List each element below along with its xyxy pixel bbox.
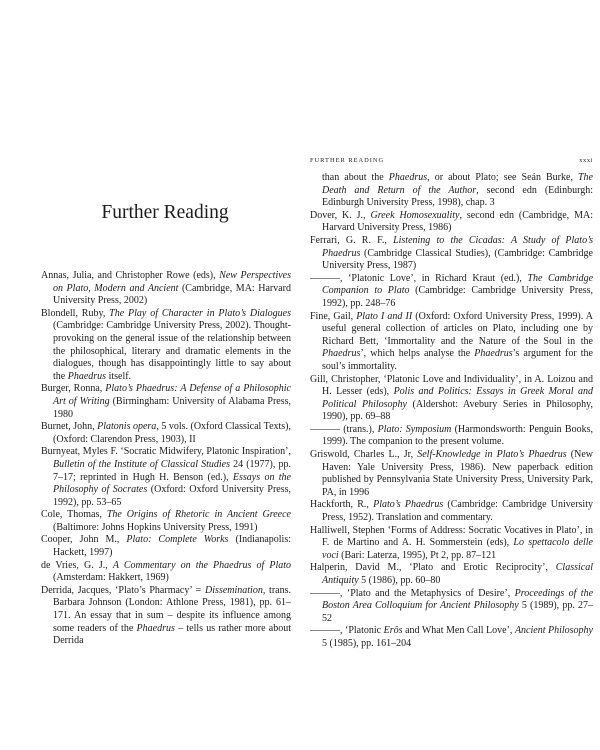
entry-text: , trans. Barbara Johnson (London: Athlone Press, 1981), pp. 61–171. An essay that in sum – despite its influence among some readers of the bbox=[53, 584, 291, 634]
entry-text: (Oxford: Oxford University Press, 1999). A useful general collection of articles on Plato, including one by Richard Bett, ‘Immortality and the Nature of the Soul in the bbox=[322, 310, 593, 347]
entry-title-italic: A Commentary on the Phaedrus of Plato bbox=[112, 559, 291, 571]
entry-title-italic: Lo spettacolo delle voci bbox=[322, 537, 593, 561]
bibliography-entry bbox=[41, 446, 291, 509]
entry-title-italic: The Cambridge Companion to Plato bbox=[322, 272, 594, 297]
entry-text: Blondell, Ruby, bbox=[41, 307, 110, 319]
bibliography-entry bbox=[41, 421, 291, 446]
entry-text: Burger, Ronna, bbox=[41, 383, 106, 395]
entry-title-italic: Plato: Symposium bbox=[377, 423, 452, 435]
bibliography-entry bbox=[41, 383, 291, 421]
bibliography-entry bbox=[41, 270, 291, 308]
entry-text: 5 (1989), pp. 27–52 bbox=[322, 600, 593, 624]
bibliography-entry bbox=[310, 210, 593, 235]
bibliography-entry bbox=[41, 560, 291, 585]
entry-text: ——— (trans.), bbox=[310, 423, 378, 435]
entry-text: (New Haven: Yale University Press, 1986). New paperback edition published by Pennsylvania State University Press, University Park, PA, in 1996 bbox=[322, 449, 593, 498]
entry-text: , or about Plato; see Seán Burke, bbox=[427, 172, 578, 183]
entry-text: Dover, K. J., bbox=[310, 209, 371, 221]
entry-text: than about the bbox=[322, 172, 389, 183]
entry-title-italic: Plato I and II bbox=[356, 310, 413, 322]
entry-title-italic: Phaedrus bbox=[388, 172, 428, 183]
bibliography-entry bbox=[41, 585, 291, 648]
entry-text: (Amsterdam: Hakkert, 1969) bbox=[53, 572, 169, 584]
running-head bbox=[310, 157, 593, 164]
entry-text: Gill, Christopher, ‘Platonic Love and Individuality’, in A. Loizou and H. Lesser (eds), bbox=[310, 373, 593, 398]
entry-text: and What Men Call Love’, bbox=[402, 625, 515, 637]
bibliography-list-left bbox=[41, 270, 291, 648]
entry-text: – tells us rather more about Derrida bbox=[53, 622, 292, 647]
entry-title-italic: The Death and Return of the Author bbox=[322, 172, 593, 196]
bibliography-entry bbox=[310, 374, 593, 424]
entry-text: , second edn (Edinburgh: Edinburgh University Press, 1998), chap. 3 bbox=[322, 184, 593, 209]
entry-text: ———, ‘Plato and the Metaphysics of Desire’, bbox=[310, 587, 515, 599]
entry-title-italic: Self-Knowledge in Plato’s Phaedrus bbox=[417, 449, 567, 461]
entry-text: , 5 vols. (Oxford Classical Texts), (Oxford: Clarendon Press, 1903), II bbox=[53, 421, 292, 445]
entry-title-italic: The Play of Character in Plato’s Dialogues bbox=[109, 307, 291, 319]
entry-text: de Vries, G. J., bbox=[41, 559, 113, 571]
entry-title-italic: Polis and Politics: Essays in Greek Moral and Political Philosophy bbox=[322, 386, 594, 410]
entry-text: Annas, Julia, and Christopher Rowe (eds), bbox=[41, 270, 220, 281]
entry-text: (Aldershot: Avebury Series in Philosophy, 1990), pp. 69–88 bbox=[322, 398, 593, 423]
entry-text: (Cambridge: Cambridge University Press, 1992), pp. 248–76 bbox=[322, 285, 593, 309]
bibliography-entry bbox=[310, 588, 593, 626]
entry-text: (Baltimore: Johns Hopkins University Press, 1991) bbox=[53, 521, 258, 533]
bibliography-entry bbox=[41, 534, 291, 559]
entry-text: Hackforth, R., bbox=[310, 499, 374, 511]
bibliography-entry bbox=[310, 424, 593, 449]
entry-title-italic: Classical Antiquity bbox=[322, 562, 593, 586]
entry-text: (Cambridge: Cambridge University Press, 1952). Translation and commentary. bbox=[322, 499, 593, 524]
entry-title-italic: Dissemination bbox=[205, 584, 263, 596]
entry-text: (Bari: Laterza, 1995), Pt 2, pp. 87–121 bbox=[338, 549, 497, 561]
entry-text: ———, ‘Platonic Love’, in Richard Kraut (ed.), bbox=[310, 272, 528, 284]
entry-title-italic: Listening to the Cicadas: A Study of Plato’s Phaedrus bbox=[322, 234, 594, 259]
entry-title-italic: Proceedings of the Boston Area Colloquium for Ancient Philosophy bbox=[322, 587, 594, 612]
entry-text: Burnyeat, Myles F. ‘Socratic Midwifery, Platonic Inspiration’, bbox=[41, 446, 291, 458]
running-head-title: FURTHER READING bbox=[310, 157, 385, 164]
entry-text: (Harmondsworth: Penguin Books, 1999). The companion to the present volume. bbox=[322, 423, 593, 448]
entry-title-italic: Greek Homosexuality bbox=[370, 209, 460, 221]
bibliography-entry bbox=[310, 273, 593, 311]
entry-title-italic: New Perspectives on Plato, Modern and Ancient bbox=[53, 270, 292, 294]
bibliography-entry bbox=[41, 308, 291, 384]
entry-title-italic: The Origins of Rhetoric in Ancient Greece bbox=[106, 509, 291, 521]
entry-text: itself. bbox=[106, 370, 132, 382]
entry-text: (Cambridge Classical Studies), (Cambridge: Cambridge University Press, 1987) bbox=[322, 247, 593, 272]
entry-text: (Cambridge: Cambridge University Press, 2002). Thought-provoking on the general issue of the relationship between the philosophical, literary and dramatic elements in the dialogues, though has disappointingly little to say about the bbox=[53, 320, 291, 382]
entry-title-italic: Phaedrus bbox=[474, 348, 513, 360]
bibliography-list-right bbox=[310, 172, 593, 651]
bibliography-entry bbox=[310, 562, 593, 587]
bibliography-entry-continued bbox=[310, 172, 593, 210]
entry-text: ———, ‘Platonic bbox=[310, 625, 384, 637]
entry-title-italic: Phaedrus bbox=[67, 370, 107, 382]
entry-title-italic: Plato’s Phaedrus: A Defense of a Philosophic Art of Writing bbox=[53, 383, 291, 407]
bibliography-entry bbox=[310, 235, 593, 273]
bibliography-entry bbox=[41, 509, 291, 534]
entry-text: Cooper, John M., bbox=[41, 534, 127, 546]
entry-title-italic: Phaedrus bbox=[322, 348, 361, 360]
bibliography-entry bbox=[310, 311, 593, 374]
entry-text: Derrida, Jacques, ‘Plato’s Pharmacy’ = bbox=[41, 584, 206, 596]
entry-text: 5 (1986), pp. 60–80 bbox=[358, 575, 441, 586]
entry-text: (Indianapolis: Hackett, 1997) bbox=[53, 534, 291, 559]
entry-title-italic: Platonis opera bbox=[97, 421, 157, 433]
entry-title-italic: Ancient Philosophy bbox=[514, 625, 593, 637]
page-number: xxxi bbox=[579, 157, 593, 164]
entry-text: (Oxford: Oxford University Press, 1992), pp. 53–65 bbox=[53, 484, 292, 508]
entry-text: Burnet, John, bbox=[41, 421, 98, 433]
entry-title-italic: Erôs bbox=[383, 625, 403, 637]
entry-title-italic: Phaedrus bbox=[136, 622, 175, 634]
entry-text: Cole, Thomas, bbox=[41, 509, 107, 521]
chapter-title: Further Reading bbox=[101, 202, 229, 223]
entry-title-italic: Essays on the Philosophy of Socrates bbox=[53, 471, 291, 496]
bibliography-entry bbox=[310, 625, 593, 650]
bibliography-entry bbox=[310, 449, 593, 499]
entry-text: , second edn (Cambridge, MA: Harvard University Press, 1986) bbox=[322, 209, 593, 234]
entry-text: Ferrari, G. R. F., bbox=[310, 234, 394, 246]
entry-text: Halperin, David M., ‘Plato and Erotic Reciprocity’, bbox=[310, 562, 556, 574]
entry-text: 5 (1985), pp. 161–204 bbox=[322, 637, 412, 649]
right-page bbox=[300, 0, 600, 750]
entry-text: ’, which helps analyse the bbox=[360, 348, 475, 360]
entry-text: ’s argument for the soul’s immortality. bbox=[322, 348, 593, 372]
bibliography-entry bbox=[310, 525, 593, 563]
entry-text: 24 (1977), pp. 7–17; reprinted in Hugh H. Benson (ed.), bbox=[53, 458, 291, 483]
entry-text: Fine, Gail, bbox=[310, 310, 357, 322]
entry-text: (Birmingham: University of Alabama Press, 1980 bbox=[53, 395, 292, 420]
entry-text: (Cambridge, MA: Harvard University Press, 2002) bbox=[53, 282, 292, 307]
entry-text: Griswold, Charles L., Jr, bbox=[310, 449, 418, 461]
bibliography-entry bbox=[310, 499, 593, 524]
entry-title-italic: Bulletin of the Institute of Classical Studies bbox=[53, 458, 230, 470]
entry-text: Halliwell, Stephen ‘Forms of Address: Socratic Vocatives in Plato’, in F. de Martino and A. H. Sommerstein (eds), bbox=[310, 524, 593, 549]
entry-title-italic: Plato’s Phaedrus bbox=[373, 499, 444, 511]
entry-title-italic: Plato: Complete Works bbox=[126, 534, 229, 546]
